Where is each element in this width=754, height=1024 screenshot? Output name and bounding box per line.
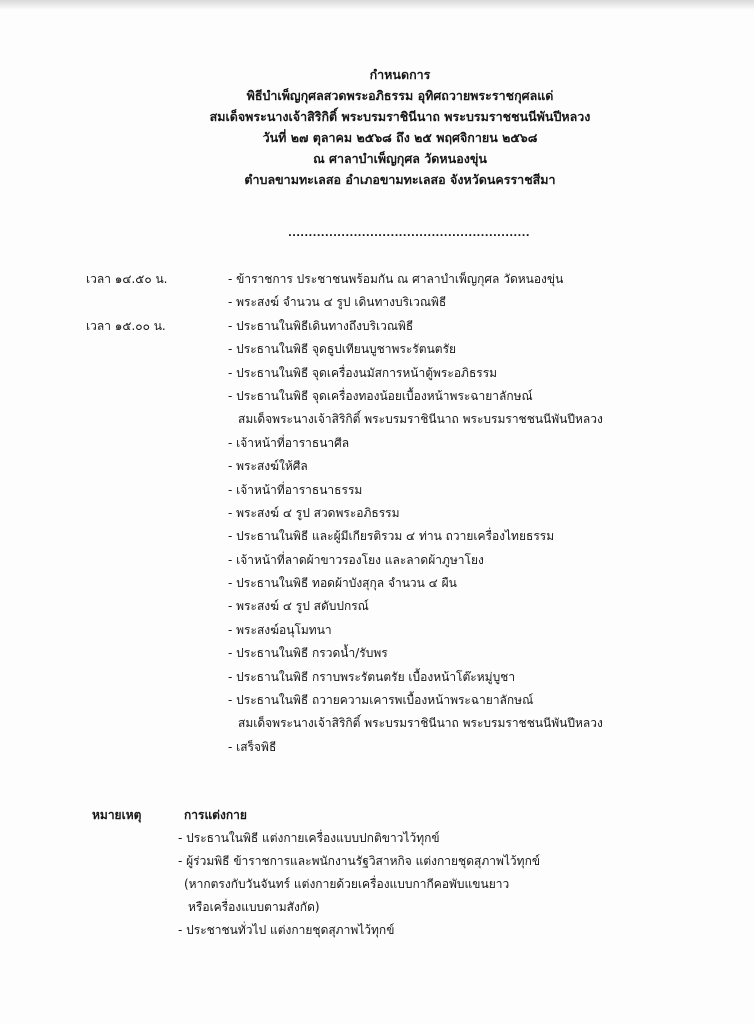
- schedule-row: [86, 362, 746, 385]
- schedule-item: สมเด็จพระนางเจ้าสิริกิติ์ พระบรมราชินีนาถ พระบรมราชชนนีพันปีหลวง: [238, 412, 603, 427]
- schedule-item: - ประธานในพิธี จุดเครื่องนมัสการหน้าตู้พระอภิธรรม: [228, 365, 498, 380]
- schedule-item: - ประธานในพิธี ถวายความเคารพเบื้องหน้าพระฉายาลักษณ์: [228, 693, 534, 708]
- schedule-item: - พระสงฆ์ จำนวน ๔ รูป เดินทางบริเวณพิธี: [228, 295, 447, 310]
- schedule-row: [86, 408, 746, 431]
- schedule-item: สมเด็จพระนางเจ้าสิริกิติ์ พระบรมราชินีนาถ พระบรมราชชนนีพันปีหลวง: [238, 716, 603, 731]
- schedule-item: - ประธานในพิธี ทอดผ้าบังสุกุล จำนวน ๔ ผืน: [228, 576, 457, 591]
- schedule-item: - พระสงฆ์อนุโมทนา: [228, 622, 332, 637]
- schedule-time: เวลา ๑๔.๕๐ น.: [86, 272, 168, 286]
- schedule-row: [86, 642, 746, 665]
- schedule-item: - ประธานในพิธี กรวดน้ำ/รับพร: [228, 646, 388, 661]
- schedule-row: [86, 432, 746, 455]
- schedule-row: [86, 549, 746, 572]
- schedule-item: - พระสงฆ์ ๔ รูป สดับปกรณ์: [228, 599, 369, 614]
- schedule-item: - พระสงฆ์ให้ศีล: [228, 459, 308, 474]
- notes-line: หรือเครื่องแบบตามสังกัด): [188, 900, 320, 914]
- schedule-row: [86, 315, 746, 338]
- schedule-row: [86, 268, 746, 291]
- schedule-item: - เจ้าหน้าที่อาราธนาธรรม: [228, 482, 363, 497]
- schedule-row: [86, 572, 746, 595]
- header-date-line: วันที่ ๒๗ ตุลาคม ๒๕๖๘ ถึง ๒๕ พฤศจิกายน ๒๕๖๘: [262, 130, 538, 145]
- schedule-item: - ประธานในพิธี จุดธูปเทียนบูชาพระรัตนตรัย: [228, 342, 457, 357]
- schedule-row: [86, 502, 746, 525]
- schedule-row: [86, 666, 746, 689]
- schedule-row: [86, 525, 746, 548]
- document-header: [60, 64, 740, 190]
- schedule-item: - ประธานในพิธี กราบพระรัตนตรัย เบื้องหน้าโต๊ะหมู่บูชา: [228, 669, 516, 684]
- schedule-item: - เจ้าหน้าที่อาราธนาศีล: [228, 435, 350, 450]
- notes-label: หมายเหตุ: [92, 808, 142, 822]
- header-title: กำหนดการ: [369, 67, 431, 82]
- schedule-row: [86, 455, 746, 478]
- schedule-item: - เสร็จพิธี: [228, 739, 277, 754]
- schedule-time: เวลา ๑๕.๐๐ น.: [86, 318, 166, 333]
- header-dedication-line: สมเด็จพระนางเจ้าสิริกิติ์ พระบรมราชินีนาถ พระบรมราชชนนีพันปีหลวง: [209, 109, 591, 124]
- schedule-row: [86, 385, 746, 408]
- schedule-item: - เจ้าหน้าที่ลาดผ้าขาวรองโยง และลาดผ้าภูษาโยง: [228, 552, 484, 567]
- schedule-item: - ประธานในพิธีเดินทางถึงบริเวณพิธี: [228, 318, 414, 333]
- notes-line: - ผู้ร่วมพิธี ข้าราชการและพนักงานรัฐวิสาหกิจ แต่งกายชุดสุภาพไว้ทุกข์: [178, 854, 541, 868]
- schedule-row: [86, 291, 746, 314]
- schedule-list: [86, 268, 746, 759]
- schedule-row: [86, 689, 746, 712]
- schedule-item: - พระสงฆ์ ๔ รูป สวดพระอภิธรรม: [228, 505, 400, 520]
- schedule-row: [86, 595, 746, 618]
- schedule-row: [86, 712, 746, 735]
- schedule-item: - ประธานในพิธี และผู้มีเกียรติรวม ๔ ท่าน ถวายเครื่องไทยธรรม: [228, 529, 555, 544]
- schedule-row: [86, 479, 746, 502]
- notes-list: [178, 827, 718, 942]
- notes-line: - ประธานในพิธี แต่งกายเครื่องแบบปกติขาวไว้ทุกข์: [178, 831, 440, 845]
- notes-heading: การแต่งกาย: [184, 808, 247, 822]
- schedule-row: [86, 338, 746, 361]
- page-edge-shadow: [0, 0, 754, 10]
- schedule-row: [86, 619, 746, 642]
- header-ceremony-line: พิธีบำเพ็ญกุศลสวดพระอภิธรรม อุทิศถวายพระราชกุศลแด่: [246, 88, 554, 103]
- header-venue-line: ณ ศาลาบำเพ็ญกุศล วัดหนองขุ่น: [313, 151, 487, 166]
- header-location-line: ตำบลขามทะเลสอ อำเภอขามทะเลสอ จังหวัดนครราชสีมา: [244, 172, 556, 187]
- schedule-item: - ประธานในพิธี จุดเครื่องทองน้อยเบื้องหน้าพระฉายาลักษณ์: [228, 388, 533, 403]
- schedule-item: - ข้าราชการ ประชาชนพร้อมกัน ณ ศาลาบำเพ็ญกุศล วัดหนองขุ่น: [228, 272, 564, 286]
- schedule-row: [86, 736, 746, 759]
- notes-line: - ประชาชนทั่วไป แต่งกายชุดสุภาพไว้ทุกข์: [178, 923, 395, 937]
- notes-line: (หากตรงกับวันจันทร์ แต่งกายด้วยเครื่องแบบกากีคอพับแขนยาว: [184, 877, 510, 891]
- header-divider: ...........................................................: [288, 228, 530, 239]
